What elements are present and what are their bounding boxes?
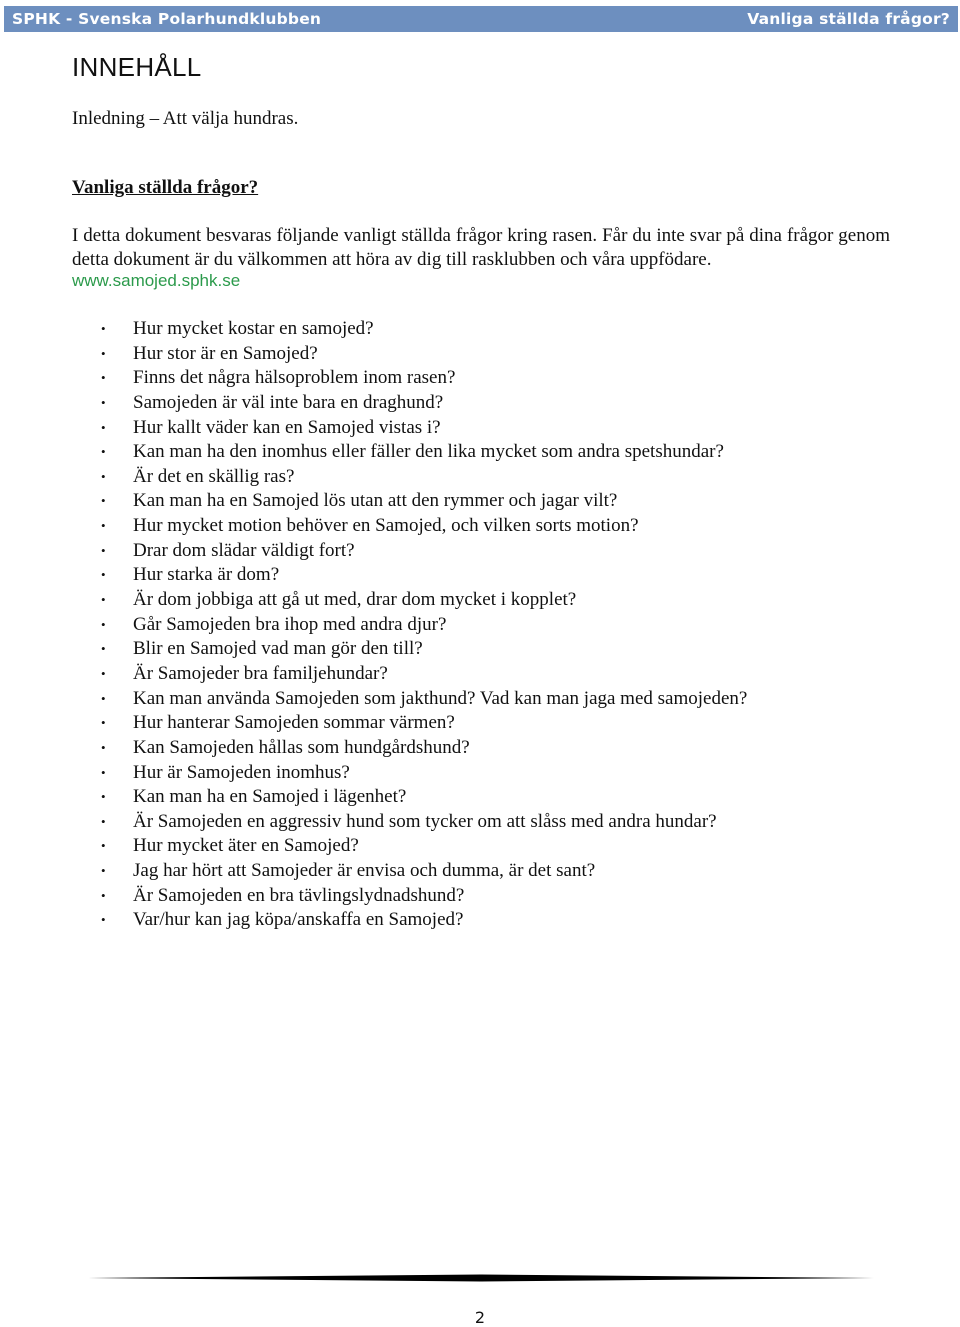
question-text: Kan man ha den inomhus eller fäller den lika mycket som andra spetshundar? bbox=[133, 441, 724, 463]
bullet-icon: • bbox=[101, 715, 106, 731]
bullet-icon: • bbox=[101, 789, 106, 805]
question-text: Är Samojeder bra familjehundar? bbox=[133, 662, 388, 684]
bullet-icon: • bbox=[101, 419, 106, 435]
bullet-icon: • bbox=[101, 863, 106, 879]
contents-heading: INNEHÅLL bbox=[72, 52, 202, 82]
bullet-icon: • bbox=[101, 518, 106, 534]
question-item bbox=[96, 317, 747, 342]
bullet-icon: • bbox=[101, 838, 106, 854]
question-item bbox=[96, 908, 747, 933]
question-item bbox=[96, 761, 747, 786]
question-text: Hur mycket äter en Samojed? bbox=[133, 835, 359, 857]
question-item bbox=[96, 342, 747, 367]
question-list bbox=[96, 317, 747, 933]
running-header bbox=[4, 6, 958, 32]
question-item bbox=[96, 465, 747, 490]
bullet-icon: • bbox=[101, 321, 106, 336]
question-item bbox=[96, 416, 747, 441]
bullet-icon: • bbox=[101, 665, 106, 681]
question-text: Samojeden är väl inte bara en draghund? bbox=[133, 391, 444, 413]
question-text: Hur stor är en Samojed? bbox=[133, 342, 318, 364]
bullet-icon: • bbox=[101, 912, 106, 928]
question-item bbox=[96, 391, 747, 416]
page-number: 2 bbox=[474, 1308, 486, 1327]
question-text: Hur hanterar Samojeden sommar värmen? bbox=[133, 712, 455, 734]
bullet-icon: • bbox=[101, 345, 106, 361]
bullet-icon: • bbox=[101, 370, 106, 386]
question-text: Kan man använda Samojeden som jakthund? Vad kan man jaga med samojeden? bbox=[133, 687, 748, 709]
bullet-icon: • bbox=[101, 468, 106, 484]
question-item bbox=[96, 884, 747, 909]
header-left-title: SPHK - Svenska Polarhundklubben bbox=[12, 10, 322, 28]
bullet-icon: • bbox=[101, 764, 106, 780]
question-text: Hur mycket kostar en samojed? bbox=[133, 318, 374, 339]
question-item bbox=[96, 736, 747, 761]
header-right-title: Vanliga ställda frågor? bbox=[747, 10, 950, 28]
bullet-icon: • bbox=[101, 493, 106, 509]
question-item bbox=[96, 687, 747, 712]
bullet-icon: • bbox=[101, 690, 106, 706]
question-text: Är Samojeden en aggressiv hund som tycker om att slåss med andra hundar? bbox=[133, 810, 717, 832]
question-text: Hur är Samojeden inomhus? bbox=[133, 761, 350, 783]
question-text: Finns det några hälsoproblem inom rasen? bbox=[133, 367, 456, 389]
question-text: Blir en Samojed vad man gör den till? bbox=[133, 638, 423, 660]
bullet-icon: • bbox=[101, 616, 106, 632]
question-text: Hur mycket motion behöver en Samojed, och vilken sorts motion? bbox=[133, 515, 639, 537]
question-text: Kan man ha en Samojed lös utan att den rymmer och jagar vilt? bbox=[133, 490, 618, 512]
question-item bbox=[96, 834, 747, 859]
question-text: Är Samojeden en bra tävlingslydnadshund? bbox=[133, 884, 465, 906]
question-item bbox=[96, 440, 747, 465]
question-item bbox=[96, 563, 747, 588]
question-text: Kan man ha en Samojed i lägenhet? bbox=[133, 786, 407, 808]
bullet-icon: • bbox=[101, 887, 106, 903]
intro-paragraph: I detta dokument besvaras följande vanligt ställda frågor kring rasen. Får du inte svar på dina frågor genom detta dokument är du välkommen att höra av dig till rasklubben och våra uppfödare. bbox=[72, 225, 890, 270]
question-item bbox=[96, 859, 747, 884]
question-item bbox=[96, 810, 747, 835]
question-text: Är dom jobbiga att gå ut med, drar dom mycket i kopplet? bbox=[133, 589, 577, 611]
question-item bbox=[96, 613, 747, 638]
question-text: Jag har hört att Samojeder är envisa och dumma, är det sant? bbox=[133, 860, 596, 882]
question-text: Kan Samojeden hållas som hundgårdshund? bbox=[133, 736, 470, 758]
bullet-icon: • bbox=[101, 444, 106, 460]
question-item bbox=[96, 637, 747, 662]
bullet-icon: • bbox=[101, 592, 106, 608]
question-item bbox=[96, 588, 747, 613]
question-item bbox=[96, 785, 747, 810]
question-text: Hur starka är dom? bbox=[133, 564, 280, 586]
bullet-icon: • bbox=[101, 567, 106, 583]
bullet-icon: • bbox=[101, 394, 106, 410]
toc-entry: Inledning – Att välja hundras. bbox=[72, 108, 299, 129]
question-item bbox=[96, 662, 747, 687]
question-item bbox=[96, 366, 747, 391]
bullet-icon: • bbox=[101, 641, 106, 657]
question-text: Drar dom slädar väldigt fort? bbox=[133, 539, 355, 561]
bullet-icon: • bbox=[101, 542, 106, 558]
section-title: Vanliga ställda frågor? bbox=[72, 177, 259, 198]
bullet-icon: • bbox=[101, 813, 106, 829]
question-text: Var/hur kan jag köpa/anskaffa en Samojed? bbox=[133, 909, 464, 931]
question-item bbox=[96, 489, 747, 514]
question-item bbox=[96, 514, 747, 539]
question-item bbox=[96, 539, 747, 564]
question-text: Går Samojeden bra ihop med andra djur? bbox=[133, 613, 447, 635]
question-item bbox=[96, 711, 747, 736]
question-text: Hur kallt väder kan en Samojed vistas i? bbox=[133, 416, 441, 438]
footer-rule bbox=[88, 1274, 874, 1282]
website-link[interactable]: www.samojed.sphk.se bbox=[72, 271, 241, 290]
bullet-icon: • bbox=[101, 739, 106, 755]
question-text: Är det en skällig ras? bbox=[133, 465, 295, 487]
